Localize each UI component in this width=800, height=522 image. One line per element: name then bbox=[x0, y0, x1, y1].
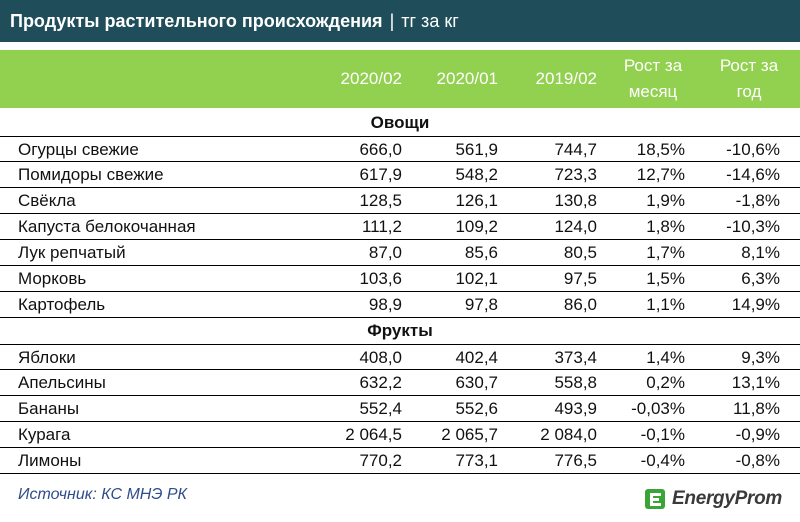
value-2020-02-cell: 2 064,5 bbox=[345, 424, 402, 444]
column-header-2019-02: 2019/02 bbox=[535, 69, 597, 88]
product-name-cell: Огурцы свежие bbox=[18, 139, 139, 159]
year-growth-cell: -10,3% bbox=[726, 216, 780, 236]
value-2020-01-cell: 561,9 bbox=[455, 139, 498, 159]
product-name-cell: Картофель bbox=[18, 294, 106, 314]
value-2020-01-cell: 773,1 bbox=[455, 450, 498, 470]
month-growth-cell: 1,5% bbox=[646, 268, 685, 288]
month-growth-cell: 1,4% bbox=[646, 347, 685, 367]
logo-text: EnergyProm bbox=[672, 488, 782, 509]
product-name-cell: Морковь bbox=[18, 268, 87, 288]
page-title: Продукты растительного происхождения bbox=[10, 10, 383, 31]
month-growth-cell: 1,7% bbox=[646, 242, 685, 262]
month-growth-cell: 1,9% bbox=[646, 190, 685, 210]
value-2020-02-cell: 103,6 bbox=[359, 268, 402, 288]
table-row bbox=[0, 422, 800, 448]
column-header-year-growth-line2: год bbox=[736, 82, 762, 101]
product-name-cell: Лимоны bbox=[18, 450, 82, 470]
product-name-cell: Свёкла bbox=[18, 190, 76, 210]
product-name-cell: Апельсины bbox=[18, 372, 106, 392]
value-2020-01-cell: 85,6 bbox=[464, 242, 498, 262]
year-growth-cell: -1,8% bbox=[735, 190, 780, 210]
section-header: Фрукты bbox=[367, 321, 433, 340]
value-2020-02-cell: 666,0 bbox=[359, 139, 402, 159]
year-growth-cell: -10,6% bbox=[726, 139, 780, 159]
value-2020-02-cell: 617,9 bbox=[359, 164, 402, 184]
month-growth-cell: 0,2% bbox=[646, 372, 685, 392]
column-header-month-growth bbox=[608, 50, 698, 108]
value-2019-02-cell: 776,5 bbox=[554, 450, 597, 470]
table-row bbox=[0, 448, 800, 474]
column-header-month-growth-line1: Рост за bbox=[623, 56, 683, 75]
value-2019-02-cell: 744,7 bbox=[554, 139, 597, 159]
table-row bbox=[0, 162, 800, 188]
month-growth-cell: 18,5% bbox=[636, 139, 685, 159]
year-growth-cell: -14,6% bbox=[726, 164, 780, 184]
product-name-cell: Капуста белокочанная bbox=[18, 216, 196, 236]
table-row bbox=[0, 370, 800, 396]
value-2019-02-cell: 723,3 bbox=[554, 164, 597, 184]
value-2019-02-cell: 86,0 bbox=[563, 294, 597, 314]
month-growth-cell: 1,8% bbox=[646, 216, 685, 236]
year-growth-cell: 14,9% bbox=[731, 294, 780, 314]
value-2020-02-cell: 87,0 bbox=[368, 242, 402, 262]
month-growth-cell: -0,4% bbox=[640, 450, 685, 470]
column-header-2020-02: 2020/02 bbox=[340, 69, 402, 88]
value-2020-01-cell: 552,6 bbox=[455, 398, 498, 418]
value-2020-01-cell: 102,1 bbox=[455, 268, 498, 288]
table-row bbox=[0, 266, 800, 292]
source-note: Источник: КС МНЭ РК bbox=[18, 486, 187, 503]
value-2020-02-cell: 408,0 bbox=[359, 347, 402, 367]
month-growth-cell: -0,03% bbox=[631, 398, 685, 418]
value-2019-02-cell: 130,8 bbox=[554, 190, 597, 210]
value-2020-02-cell: 770,2 bbox=[359, 450, 402, 470]
column-header-year-growth bbox=[704, 50, 794, 108]
value-2019-02-cell: 2 084,0 bbox=[540, 424, 597, 444]
month-growth-cell: 1,1% bbox=[646, 294, 685, 314]
energyprom-logo-icon bbox=[642, 486, 668, 512]
product-name-cell: Яблоки bbox=[18, 347, 76, 367]
table-row bbox=[0, 240, 800, 266]
year-growth-cell: 6,3% bbox=[741, 268, 780, 288]
energyprom-logo bbox=[642, 484, 782, 514]
year-growth-cell: 8,1% bbox=[741, 242, 780, 262]
title-separator: | bbox=[389, 10, 395, 31]
column-header-year-growth-line1: Рост за bbox=[719, 56, 779, 75]
table-row bbox=[0, 136, 800, 162]
product-name-cell: Лук репчатый bbox=[18, 242, 126, 262]
value-2020-02-cell: 111,2 bbox=[361, 216, 402, 236]
value-2020-01-cell: 630,7 bbox=[455, 372, 498, 392]
value-2020-01-cell: 548,2 bbox=[455, 164, 498, 184]
value-2019-02-cell: 373,4 bbox=[554, 347, 597, 367]
year-growth-cell: 11,8% bbox=[733, 398, 780, 418]
table-row bbox=[0, 188, 800, 214]
value-2019-02-cell: 558,8 bbox=[554, 372, 597, 392]
column-header-2020-01: 2020/01 bbox=[436, 69, 498, 88]
section-header: Овощи bbox=[370, 113, 430, 132]
table-header bbox=[0, 50, 800, 108]
value-2019-02-cell: 124,0 bbox=[554, 216, 597, 236]
value-2020-02-cell: 552,4 bbox=[359, 398, 402, 418]
table-row bbox=[0, 292, 800, 318]
value-2020-01-cell: 97,8 bbox=[464, 294, 498, 314]
value-2020-02-cell: 98,9 bbox=[368, 294, 402, 314]
product-name-cell: Курага bbox=[18, 424, 71, 444]
value-2020-02-cell: 128,5 bbox=[359, 190, 402, 210]
value-2019-02-cell: 97,5 bbox=[563, 268, 597, 288]
product-name-cell: Бананы bbox=[18, 398, 80, 418]
value-2019-02-cell: 493,9 bbox=[554, 398, 597, 418]
month-growth-cell: 12,7% bbox=[636, 164, 685, 184]
column-header-month-growth-line2: месяц bbox=[628, 82, 678, 101]
month-growth-cell: -0,1% bbox=[640, 424, 685, 444]
year-growth-cell: -0,8% bbox=[735, 450, 780, 470]
value-2020-01-cell: 109,2 bbox=[455, 216, 498, 236]
title-bar bbox=[0, 0, 800, 42]
year-growth-cell: 13,1% bbox=[731, 372, 780, 392]
title-unit: тг за кг bbox=[401, 10, 459, 31]
value-2020-01-cell: 402,4 bbox=[455, 347, 498, 367]
table-row bbox=[0, 214, 800, 240]
value-2020-02-cell: 632,2 bbox=[359, 372, 402, 392]
product-name-cell: Помидоры свежие bbox=[18, 164, 164, 184]
value-2019-02-cell: 80,5 bbox=[563, 242, 597, 262]
year-growth-cell: -0,9% bbox=[735, 424, 780, 444]
value-2020-01-cell: 126,1 bbox=[455, 190, 498, 210]
year-growth-cell: 9,3% bbox=[741, 347, 780, 367]
table-row bbox=[0, 344, 800, 370]
value-2020-01-cell: 2 065,7 bbox=[441, 424, 498, 444]
table-row bbox=[0, 396, 800, 422]
